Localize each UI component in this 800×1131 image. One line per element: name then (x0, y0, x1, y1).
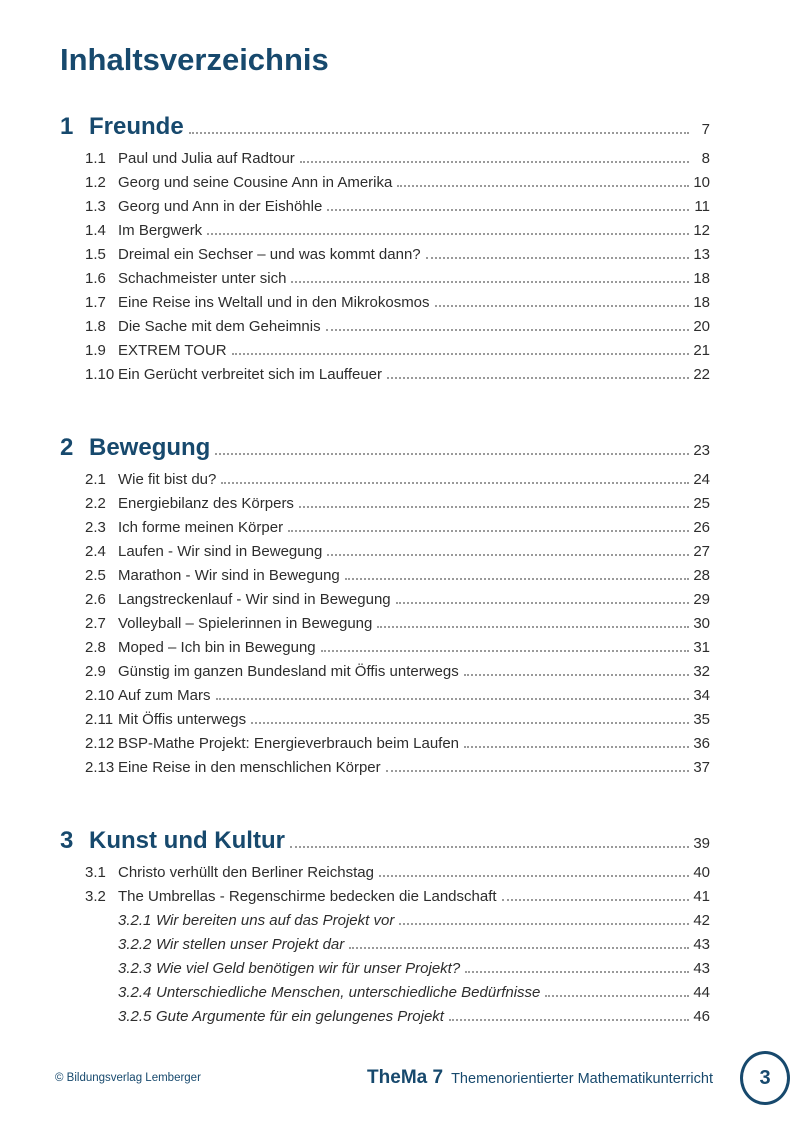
toc-entry (60, 339, 710, 363)
brand-subtitle: Themenorientierter Mathematikunterricht (451, 1071, 713, 1087)
toc-entry (60, 195, 710, 219)
dotted-leader (215, 453, 689, 455)
entry-number: 3.2.4 (118, 984, 152, 1001)
dotted-leader (251, 722, 689, 724)
entry-number: 2.12 (85, 735, 115, 752)
entry-title: Eine Reise ins Weltall und in den Mikrokosmos (118, 294, 430, 311)
entry-number: 3.1 (85, 864, 106, 881)
entry-number: 2.4 (85, 543, 106, 560)
entry-title: Günstig im ganzen Bundesland mit Öffis unterwegs (118, 663, 459, 680)
entry-page-number: 8 (701, 150, 710, 167)
dotted-leader (349, 947, 689, 949)
section-page-number: 23 (693, 442, 710, 459)
entry-title: Ich forme meinen Körper (118, 519, 284, 536)
entry-page-number: 35 (693, 711, 710, 728)
dotted-leader (321, 650, 689, 652)
entry-title: Ein Gerücht verbreitet sich im Lauffeuer (118, 366, 383, 383)
entry-number: 1.10 (85, 366, 115, 383)
entry-title: Schachmeister unter sich (118, 270, 287, 287)
entry-page-number: 20 (693, 318, 710, 335)
entry-page-number: 18 (693, 294, 710, 311)
entry-title: Wir bereiten uns auf das Projekt vor (156, 912, 395, 929)
toc-entry (60, 885, 710, 909)
entry-title: Mit Öffis unterwegs (118, 711, 247, 728)
toc-entry (60, 267, 710, 291)
footer-copyright: © Bildungsverlag Lemberger (55, 1072, 201, 1084)
dotted-leader (288, 530, 689, 532)
entry-page-number: 34 (693, 687, 710, 704)
entry-page-number: 37 (693, 759, 710, 776)
dotted-leader (300, 161, 689, 163)
entry-page-number: 31 (693, 639, 710, 656)
toc-entry (60, 636, 710, 660)
entry-page-number: 25 (693, 495, 710, 512)
toc-entry (60, 540, 710, 564)
dotted-leader (449, 1019, 689, 1021)
dotted-leader (387, 377, 689, 379)
section-page-number: 39 (693, 835, 710, 852)
entry-title: Dreimal ein Sechser – und was kommt dann? (118, 246, 421, 263)
toc-entry (60, 861, 710, 885)
entry-title: Im Bergwerk (118, 222, 203, 239)
page-title: Inhaltsverzeichnis (60, 42, 329, 77)
entry-number: 2.9 (85, 663, 106, 680)
entry-title: Eine Reise in den menschlichen Körper (118, 759, 381, 776)
entry-page-number: 18 (693, 270, 710, 287)
dotted-leader (435, 305, 689, 307)
toc (60, 112, 710, 1029)
dotted-leader (232, 353, 689, 355)
entry-number: 2.3 (85, 519, 106, 536)
toc-entry (60, 315, 710, 339)
toc-entry (60, 756, 710, 780)
dotted-leader (502, 899, 689, 901)
entry-number: 2.11 (85, 711, 114, 728)
toc-entry (60, 363, 710, 387)
dotted-leader (399, 923, 689, 925)
toc-entry (60, 933, 710, 957)
entry-page-number: 30 (693, 615, 710, 632)
toc-section-heading (60, 112, 710, 145)
entry-title: Langstreckenlauf - Wir sind in Bewegung (118, 591, 391, 608)
entry-number: 2.2 (85, 495, 106, 512)
footer-brand (367, 1067, 713, 1089)
dotted-leader (396, 602, 689, 604)
entry-number: 2.5 (85, 567, 106, 584)
toc-section-heading (60, 826, 710, 859)
entry-page-number: 41 (693, 888, 710, 905)
entry-title: Georg und seine Cousine Ann in Amerika (118, 174, 393, 191)
entry-page-number: 28 (693, 567, 710, 584)
entry-number: 3.2.5 (118, 1008, 152, 1025)
entry-page-number: 32 (693, 663, 710, 680)
toc-entry (60, 708, 710, 732)
dotted-leader (397, 185, 689, 187)
toc-entry (60, 1005, 710, 1029)
dotted-leader (464, 746, 689, 748)
entry-page-number: 26 (693, 519, 710, 536)
page-number: 3 (759, 1066, 771, 1089)
toc-entry (60, 492, 710, 516)
dotted-leader (465, 971, 689, 973)
entry-title: Paul und Julia auf Radtour (118, 150, 295, 167)
section-number: 1 (60, 113, 74, 140)
dotted-leader (379, 875, 689, 877)
dotted-leader (221, 482, 689, 484)
entry-number: 2.7 (85, 615, 106, 632)
entry-number: 1.1 (85, 150, 106, 167)
entry-page-number: 22 (693, 366, 710, 383)
entry-number: 1.7 (85, 294, 106, 311)
dotted-leader (189, 132, 689, 134)
dotted-leader (299, 506, 689, 508)
footer (55, 1051, 790, 1105)
entry-number: 1.4 (85, 222, 106, 239)
brand-name: TheMa 7 (367, 1067, 444, 1088)
entry-page-number: 36 (693, 735, 710, 752)
dotted-leader (426, 257, 689, 259)
entry-title: Christo verhüllt den Berliner Reichstag (118, 864, 374, 881)
entry-number: 2.6 (85, 591, 106, 608)
entry-title: Laufen - Wir sind in Bewegung (118, 543, 323, 560)
toc-section-heading (60, 433, 710, 466)
entry-page-number: 43 (693, 960, 710, 977)
entry-title: BSP-Mathe Projekt: Energieverbrauch beim Laufen (118, 735, 460, 752)
section-title: Freunde (89, 113, 184, 140)
entry-title: Georg und Ann in der Eishöhle (118, 198, 323, 215)
toc-entry (60, 219, 710, 243)
entry-title: Wir stellen unser Projekt dar (156, 936, 345, 953)
entry-page-number: 12 (693, 222, 710, 239)
section-title: Bewegung (89, 434, 211, 461)
toc-entry (60, 981, 710, 1005)
entry-title: Energiebilanz des Körpers (118, 495, 294, 512)
dotted-leader (464, 674, 689, 676)
entry-title: The Umbrellas - Regenschirme bedecken die Landschaft (118, 888, 497, 905)
entry-number: 1.5 (85, 246, 106, 263)
dotted-leader (216, 698, 689, 700)
entry-title: Wie viel Geld benötigen wir für unser Projekt? (156, 960, 461, 977)
dotted-leader (327, 554, 689, 556)
entry-number: 1.9 (85, 342, 106, 359)
toc-entry (60, 732, 710, 756)
dotted-leader (386, 770, 689, 772)
entry-page-number: 43 (693, 936, 710, 953)
entry-page-number: 24 (693, 471, 710, 488)
entry-page-number: 44 (693, 984, 710, 1001)
toc-section (60, 112, 710, 387)
entry-page-number: 27 (693, 543, 710, 560)
entry-number: 2.8 (85, 639, 106, 656)
entry-page-number: 42 (693, 912, 710, 929)
dotted-leader (290, 846, 689, 848)
section-page-number: 7 (701, 121, 710, 138)
dotted-leader (326, 329, 689, 331)
entry-page-number: 46 (693, 1008, 710, 1025)
toc-entry (60, 588, 710, 612)
entry-page-number: 40 (693, 864, 710, 881)
page-number-badge (740, 1051, 790, 1105)
toc-entry (60, 909, 710, 933)
toc-entry (60, 171, 710, 195)
entry-page-number: 13 (693, 246, 710, 263)
entry-page-number: 11 (694, 198, 710, 215)
entry-number: 2.13 (85, 759, 115, 776)
toc-entry (60, 243, 710, 267)
entry-number: 1.8 (85, 318, 106, 335)
dotted-leader (291, 281, 689, 283)
entry-number: 1.6 (85, 270, 106, 287)
entry-title: Die Sache mit dem Geheimnis (118, 318, 321, 335)
dotted-leader (377, 626, 689, 628)
section-title: Kunst und Kultur (89, 827, 285, 854)
section-number: 2 (60, 434, 74, 461)
entry-number: 1.3 (85, 198, 106, 215)
entry-title: Auf zum Mars (118, 687, 211, 704)
section-number: 3 (60, 827, 74, 854)
entry-number: 3.2.2 (118, 936, 152, 953)
entry-title: Wie fit bist du? (118, 471, 217, 488)
toc-section (60, 826, 710, 1029)
dotted-leader (345, 578, 689, 580)
toc-section (60, 433, 710, 780)
dotted-leader (545, 995, 689, 997)
dotted-leader (207, 233, 689, 235)
entry-number: 3.2.3 (118, 960, 152, 977)
entry-title: Marathon - Wir sind in Bewegung (118, 567, 340, 584)
toc-entry (60, 660, 710, 684)
toc-entry (60, 684, 710, 708)
toc-entry (60, 291, 710, 315)
entry-title: Volleyball – Spielerinnen in Bewegung (118, 615, 373, 632)
entry-number: 3.2 (85, 888, 106, 905)
toc-entry (60, 612, 710, 636)
dotted-leader (327, 209, 689, 211)
toc-entry (60, 957, 710, 981)
entry-number: 2.10 (85, 687, 115, 704)
entry-page-number: 10 (693, 174, 710, 191)
toc-entry (60, 468, 710, 492)
entry-page-number: 29 (693, 591, 710, 608)
entry-title: Moped – Ich bin in Bewegung (118, 639, 316, 656)
toc-entry (60, 516, 710, 540)
entry-title: EXTREM TOUR (118, 342, 227, 359)
toc-entry (60, 147, 710, 171)
entry-title: Gute Argumente für ein gelungenes Projekt (156, 1008, 444, 1025)
entry-number: 3.2.1 (118, 912, 152, 929)
entry-number: 1.2 (85, 174, 106, 191)
entry-number: 2.1 (85, 471, 106, 488)
entry-page-number: 21 (693, 342, 710, 359)
toc-entry (60, 564, 710, 588)
entry-title: Unterschiedliche Menschen, unterschiedliche Bedürfnisse (156, 984, 541, 1001)
